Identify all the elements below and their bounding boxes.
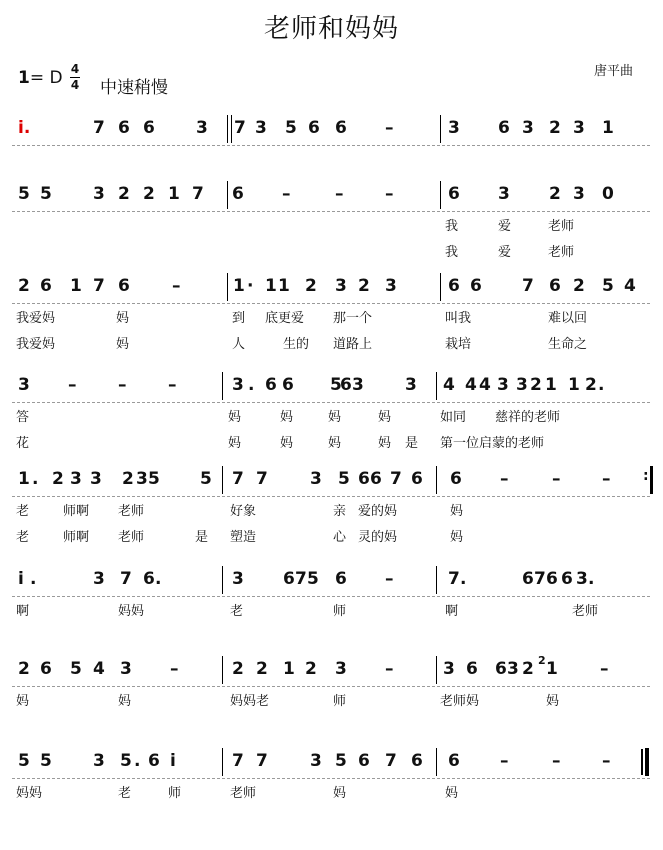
note: 6 <box>411 469 423 489</box>
staff-guide-line <box>12 496 650 497</box>
lyric-word: 师 <box>333 694 347 709</box>
lyric-line <box>0 406 663 424</box>
note: 1 <box>545 375 557 395</box>
notes-line <box>0 374 663 398</box>
lyric-word: 老 <box>16 504 30 519</box>
note: 2 <box>585 375 597 395</box>
note: 6 <box>411 751 423 771</box>
note: 2 <box>549 118 561 138</box>
staff-guide-line <box>12 686 650 687</box>
note: 3 <box>516 375 528 395</box>
note: 3 <box>385 276 397 296</box>
note: 4 <box>443 375 455 395</box>
note: . <box>460 569 467 589</box>
note: 5 <box>148 469 160 489</box>
note: – <box>552 469 561 489</box>
note: 7 <box>390 469 402 489</box>
repeat-dots: : <box>643 468 649 484</box>
note: . <box>598 375 605 395</box>
note: 3 <box>93 569 105 589</box>
staff-guide-line <box>12 596 650 597</box>
note: 7 <box>256 751 268 771</box>
note: i. <box>18 118 31 138</box>
note: 2 <box>305 276 317 296</box>
lyric-word: 妈 <box>546 694 560 709</box>
notes-line <box>0 654 663 682</box>
note: 6 <box>143 569 155 589</box>
note: 5 <box>307 569 319 589</box>
score-row <box>0 654 663 758</box>
note: 3 <box>232 375 244 395</box>
lyric-word: 妈妈 <box>118 604 145 619</box>
score-row <box>0 468 663 568</box>
lyric-word: 老师 <box>118 504 145 519</box>
lyric-word: 妈 <box>280 436 294 451</box>
barline <box>436 466 437 494</box>
lyric-word: 我 <box>445 219 459 234</box>
note: 6 <box>232 184 244 204</box>
lyric-line <box>0 526 663 544</box>
note: . <box>30 569 37 589</box>
key-value: = D <box>29 68 63 88</box>
lyric-word: 塑造 <box>230 530 257 545</box>
note: 6 <box>470 276 482 296</box>
lyric-word: 生的 <box>283 337 310 352</box>
staff-guide-line <box>12 145 650 146</box>
lyric-word: 妈 <box>378 436 392 451</box>
note: 3 <box>232 569 244 589</box>
note: 5 <box>200 469 212 489</box>
lyric-line <box>0 432 663 450</box>
lyric-word: 我爱妈 <box>16 337 56 352</box>
note: 7 <box>295 569 307 589</box>
barline <box>222 566 223 594</box>
lyric-word: 那一个 <box>333 311 373 326</box>
note: 6 <box>118 118 130 138</box>
barline <box>227 273 228 301</box>
note: 1 <box>70 276 82 296</box>
lyric-word: 啊 <box>16 604 30 619</box>
note: 7 <box>120 569 132 589</box>
lyric-word: 如同 <box>440 410 467 425</box>
note: 6 <box>448 276 460 296</box>
note: – <box>602 469 611 489</box>
tempo-marking: 中速稍慢 <box>100 78 168 98</box>
note: 3 <box>522 118 534 138</box>
note: 3 <box>136 469 148 489</box>
lyric-word: 老 <box>118 786 132 801</box>
note: 6 <box>561 569 573 589</box>
note: – <box>500 751 509 771</box>
note: 6 <box>308 118 320 138</box>
note: 1 <box>233 276 245 296</box>
score-row <box>0 183 663 283</box>
note: i <box>170 751 176 771</box>
lyric-word: 心 <box>333 530 347 545</box>
barline <box>440 273 441 301</box>
note: 6 <box>450 469 462 489</box>
note: 7 <box>234 118 246 138</box>
lyric-word: 老师 <box>118 530 145 545</box>
note: 6 <box>358 751 370 771</box>
note: 2 <box>232 659 244 679</box>
note: 2 <box>122 469 134 489</box>
note: 2 <box>143 184 155 204</box>
time-signature-bottom: 4 <box>70 78 80 92</box>
note: 6 <box>498 118 510 138</box>
note: 2 <box>256 659 268 679</box>
note: 3 <box>576 569 588 589</box>
note: 3 <box>310 469 322 489</box>
note: 3 <box>18 375 30 395</box>
lyric-word: 答 <box>16 410 30 425</box>
note: 3 <box>443 659 455 679</box>
note: 2 <box>305 659 317 679</box>
note: 3 <box>448 118 460 138</box>
final-barline <box>645 748 649 776</box>
note: 2 <box>358 276 370 296</box>
note: 6 <box>40 659 52 679</box>
lyric-line <box>0 215 663 233</box>
lyric-word: 慈祥的老师 <box>495 410 561 425</box>
note: 5 <box>338 469 350 489</box>
note: 1 <box>568 375 580 395</box>
notes-line <box>0 468 663 492</box>
note: 3 <box>497 375 509 395</box>
lyric-word: 老师妈 <box>440 694 480 709</box>
lyric-word: 第一位启蒙的老师 <box>440 436 545 451</box>
barline <box>440 115 441 143</box>
lyric-word: 我 <box>445 245 459 260</box>
lyric-word: 叫我 <box>445 311 472 326</box>
note: – <box>552 751 561 771</box>
barline <box>436 748 437 776</box>
note: – <box>385 659 394 679</box>
lyric-word: 花 <box>16 436 30 451</box>
lyric-word: 人 <box>232 337 246 352</box>
note: 3 <box>310 751 322 771</box>
staff-guide-line <box>12 778 650 779</box>
note: 6 <box>265 375 277 395</box>
lyric-word: 妈 <box>328 410 342 425</box>
lyric-word: 妈 <box>228 436 242 451</box>
lyric-word: 妈 <box>116 311 130 326</box>
barline <box>436 372 437 400</box>
note: 1 <box>265 276 277 296</box>
note: 3 <box>120 659 132 679</box>
lyric-word: 到 <box>232 311 246 326</box>
note: 6 <box>522 569 534 589</box>
note: 6 <box>148 751 160 771</box>
note: 5 <box>330 375 342 395</box>
note: 3 <box>507 659 519 679</box>
barline <box>222 748 223 776</box>
repeat-barline <box>643 466 653 494</box>
note: 3 <box>405 375 417 395</box>
note: 5 <box>602 276 614 296</box>
note: 5 <box>285 118 297 138</box>
barline <box>436 656 437 684</box>
lyric-word: 妈妈 <box>16 786 43 801</box>
barline <box>227 115 228 143</box>
note: 2 <box>522 659 534 679</box>
note: 6 <box>358 469 370 489</box>
note: 3 <box>93 184 105 204</box>
note: 2 <box>18 276 30 296</box>
note: 1 <box>283 659 295 679</box>
note: 7 <box>448 569 460 589</box>
lyric-word: 妈 <box>118 694 132 709</box>
lyric-word: 我爱妈 <box>16 311 56 326</box>
lyric-word: 妈 <box>280 410 294 425</box>
note: 6 <box>370 469 382 489</box>
note: 3 <box>335 659 347 679</box>
note: 1 <box>602 118 614 138</box>
note: 5 <box>18 751 30 771</box>
key-signature <box>18 68 63 88</box>
note: 5 <box>40 751 52 771</box>
note: 7 <box>192 184 204 204</box>
note: 6 <box>340 375 352 395</box>
lyric-word: 师 <box>333 604 347 619</box>
note: 1 <box>168 184 180 204</box>
note: 3 <box>573 184 585 204</box>
note: 6 <box>335 118 347 138</box>
note: 6 <box>549 276 561 296</box>
staff-guide-line <box>12 303 650 304</box>
note: – <box>602 751 611 771</box>
lyric-word: 老师 <box>572 604 599 619</box>
note: · <box>247 276 254 296</box>
lyric-word: 亲 <box>333 504 347 519</box>
score-row <box>0 374 663 474</box>
lyric-word: 是 <box>195 530 209 545</box>
time-signature-top: 4 <box>70 62 80 76</box>
note: i <box>18 569 24 589</box>
song-title: 老师和妈妈 <box>263 14 399 44</box>
lyric-word: 啊 <box>445 604 459 619</box>
note: 2 <box>52 469 64 489</box>
note: – <box>118 375 127 395</box>
lyric-word: 爱的妈 <box>358 504 398 519</box>
note: 5 <box>335 751 347 771</box>
lyric-line <box>0 782 663 800</box>
lyric-word: 难以回 <box>548 311 588 326</box>
lyric-word: 栽培 <box>445 337 472 352</box>
lyric-word: 妈 <box>450 530 464 545</box>
note: 3 <box>93 751 105 771</box>
barline <box>222 656 223 684</box>
note: – <box>335 184 344 204</box>
staff-guide-line <box>12 211 650 212</box>
lyric-line <box>0 307 663 325</box>
note: 5 <box>18 184 30 204</box>
lyric-word: 生命之 <box>548 337 588 352</box>
note: 7 <box>385 751 397 771</box>
note: 1 <box>18 469 30 489</box>
lyric-word: 师啊 <box>63 504 90 519</box>
note: 2 <box>118 184 130 204</box>
barline <box>440 181 441 209</box>
lyric-word: 老师 <box>230 786 257 801</box>
note: 6 <box>495 659 507 679</box>
note: 0 <box>602 184 614 204</box>
lyric-word: 妈 <box>116 337 130 352</box>
note: 3 <box>335 276 347 296</box>
note: 2 <box>538 654 546 667</box>
lyric-word: 灵的妈 <box>358 530 398 545</box>
note: 4 <box>624 276 636 296</box>
note: 6 <box>448 751 460 771</box>
lyric-word: 妈 <box>333 786 347 801</box>
note: – <box>172 276 181 296</box>
note: – <box>600 659 609 679</box>
note: 7 <box>93 276 105 296</box>
lyric-word: 妈 <box>450 504 464 519</box>
note: 7 <box>93 118 105 138</box>
note: 7 <box>232 469 244 489</box>
note: 3 <box>90 469 102 489</box>
score-row <box>0 750 663 850</box>
note: 1 <box>278 276 290 296</box>
note: – <box>500 469 509 489</box>
notes-line <box>0 183 663 207</box>
note: 5 <box>40 184 52 204</box>
note: 7 <box>522 276 534 296</box>
note: 2 <box>573 276 585 296</box>
lyric-word: 师 <box>168 786 182 801</box>
lyric-word: 爱 <box>498 245 512 260</box>
note: . <box>32 469 39 489</box>
note: 4 <box>465 375 477 395</box>
notes-line <box>0 750 663 774</box>
note: 7 <box>534 569 546 589</box>
barline <box>222 466 223 494</box>
note: – <box>385 118 394 138</box>
lyric-word: 老师 <box>548 245 575 260</box>
note: 6 <box>143 118 155 138</box>
lyric-word: 妈 <box>328 436 342 451</box>
note: 2 <box>530 375 542 395</box>
lyric-word: 道路上 <box>333 337 373 352</box>
lyric-line <box>0 241 663 259</box>
score-row <box>0 275 663 375</box>
note: 3 <box>498 184 510 204</box>
note: 4 <box>93 659 105 679</box>
note: 3 <box>352 375 364 395</box>
note: 6 <box>118 276 130 296</box>
lyric-word: 妈妈老 <box>230 694 270 709</box>
lyric-line <box>0 500 663 518</box>
lyric-word: 老 <box>230 604 244 619</box>
lyric-word: 老 <box>16 530 30 545</box>
barline <box>436 566 437 594</box>
note: 6 <box>466 659 478 679</box>
note: 2 <box>549 184 561 204</box>
lyric-word: 妈 <box>445 786 459 801</box>
note: – <box>385 569 394 589</box>
lyric-line <box>0 600 663 618</box>
note: 5 <box>70 659 82 679</box>
note: 6 <box>546 569 558 589</box>
note: 6 <box>282 375 294 395</box>
note: 6 <box>448 184 460 204</box>
lyric-word: 底更爱 <box>265 311 305 326</box>
note: 3 <box>573 118 585 138</box>
note: . <box>155 569 162 589</box>
note: 7 <box>256 469 268 489</box>
barline <box>227 181 228 209</box>
note: – <box>168 375 177 395</box>
note: – <box>68 375 77 395</box>
lyric-word: 妈 <box>228 410 242 425</box>
notes-line <box>0 568 663 592</box>
lyric-line <box>0 333 663 351</box>
note: 3 <box>70 469 82 489</box>
note: 7 <box>232 751 244 771</box>
note: 6 <box>335 569 347 589</box>
note: – <box>385 184 394 204</box>
note: . <box>588 569 595 589</box>
note: 3 <box>255 118 267 138</box>
score-row <box>0 568 663 668</box>
lyric-word: 师啊 <box>63 530 90 545</box>
lyric-word: 好象 <box>230 504 257 519</box>
note: 3 <box>196 118 208 138</box>
note: – <box>282 184 291 204</box>
note: 6 <box>283 569 295 589</box>
notes-line <box>0 275 663 299</box>
note: 2 <box>18 659 30 679</box>
lyric-word: 是 <box>405 436 419 451</box>
note: 4 <box>479 375 491 395</box>
staff-guide-line <box>12 402 650 403</box>
composer-credit: 唐平曲 <box>593 64 633 79</box>
note: – <box>170 659 179 679</box>
note: 6 <box>40 276 52 296</box>
lyric-line <box>0 690 663 708</box>
lyric-word: 妈 <box>378 410 392 425</box>
lyric-word: 爱 <box>498 219 512 234</box>
notes-line <box>0 117 663 141</box>
note: . <box>248 375 255 395</box>
time-signature <box>70 62 80 93</box>
note: 1 <box>546 659 558 679</box>
lyric-word: 妈 <box>16 694 30 709</box>
barline <box>222 372 223 400</box>
note: . <box>134 751 141 771</box>
note: 5 <box>120 751 132 771</box>
key-tonic: 1 <box>18 68 30 88</box>
lyric-word: 老师 <box>548 219 575 234</box>
